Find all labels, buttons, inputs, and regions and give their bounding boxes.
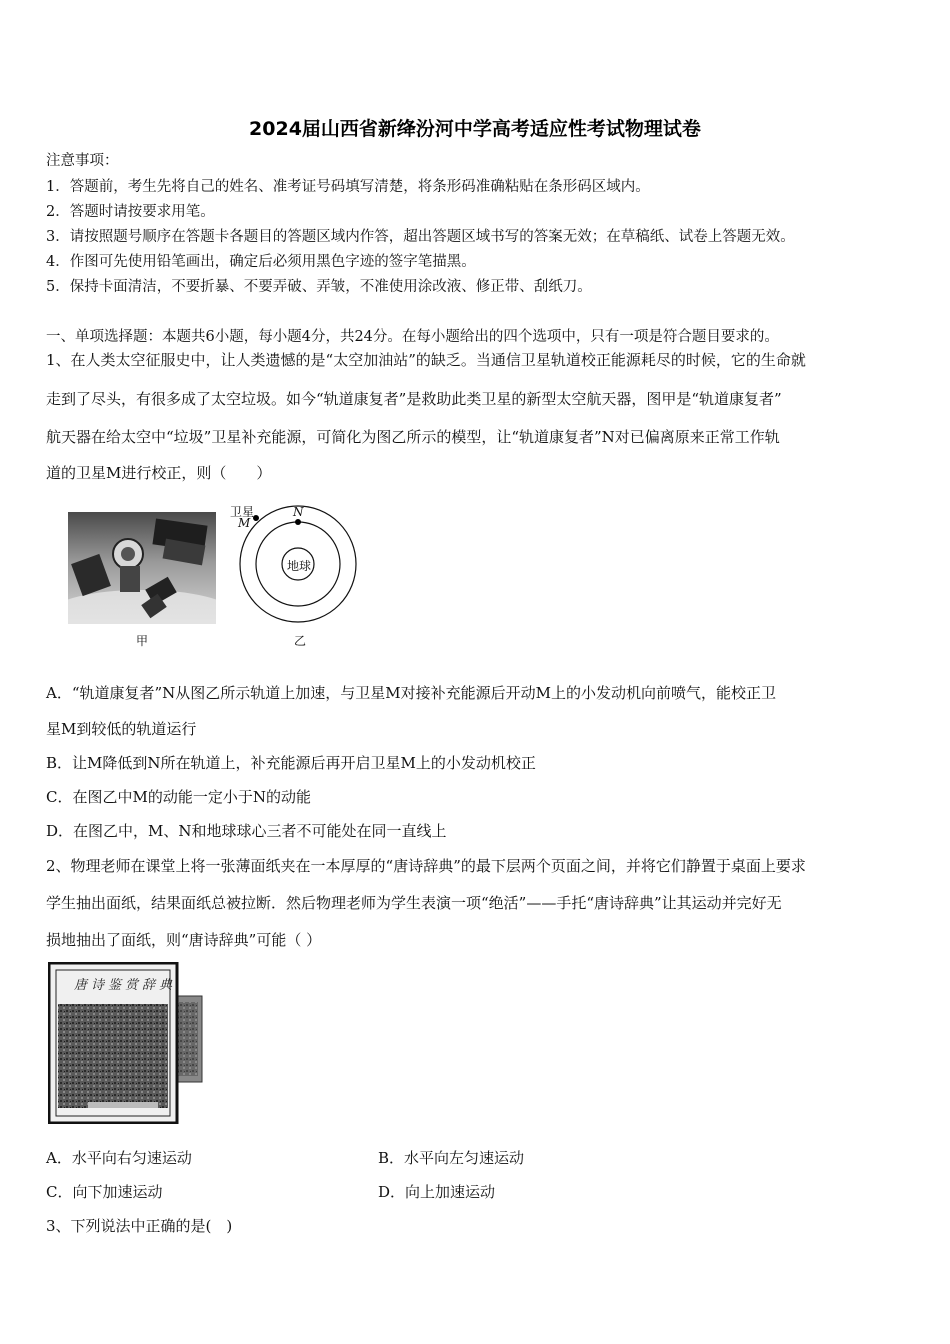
book-cover-title: 唐诗鉴赏辞典 [74, 978, 177, 993]
notice-item: 3．请按照题号顺序在答题卡各题目的答题区域内作答，超出答题区域书写的答案无效；在草稿纸、试卷上答题无效。 [46, 229, 795, 245]
satellite-n-dot [295, 519, 301, 525]
question-2-option-d: D．向上加速运动 [378, 1183, 496, 1201]
figure-label-yi: 乙 [294, 634, 307, 648]
earth-label: 地球 [287, 559, 312, 573]
question-3-stem: 3、下列说法中正确的是( ) [46, 1217, 233, 1235]
question-1-line: 道的卫星M进行校正，则（ ） [46, 464, 272, 482]
question-2-line: 2、物理老师在课堂上将一张薄面纸夹在一本厚厚的“唐诗辞典”的最下层两个页面之间，并将它们静置于桌面上要求 [46, 857, 806, 875]
question-2-option-b: B．水平向左匀速运动 [378, 1149, 525, 1167]
notice-heading: 注意事项： [46, 153, 119, 169]
question-1-option: 星M到较低的轨道运行 [46, 720, 197, 738]
question-1-option: C．在图乙中M的动能一定小于N的动能 [46, 788, 311, 806]
question-2-line: 损地抽出了面纸，则“唐诗辞典”可能（ ） [46, 931, 322, 949]
notice-item: 4．作图可先使用铅笔画出，确定后必须用黑色字迹的签字笔描黑。 [46, 254, 476, 270]
question-1-option: B．让M降低到N所在轨道上，补充能源后再开启卫星M上的小发动机校正 [46, 754, 536, 772]
notice-item: 2．答题时请按要求用笔。 [46, 204, 215, 220]
notice-item: 1．答题前，考生先将自己的姓名、准考证号码填写清楚，将条形码准确粘贴在条形码区域内。 [46, 179, 650, 195]
notice-item: 5．保持卡面清洁，不要折暴、不要弄破、弄皱，不准使用涂改液、修正带、刮纸刀。 [46, 279, 592, 295]
satellite-label: 卫星 [230, 505, 255, 519]
question-1-option: A．“轨道康复者”N从图乙所示轨道上加速，与卫星M对接补充能源后开动M上的小发动机向前喷气，能校正卫 [46, 684, 777, 702]
page-title: 2024届山西省新绛汾河中学高考适应性考试物理试卷 [249, 118, 701, 140]
question-1-line: 1、在人类太空征服史中，让人类遗憾的是“太空加油站”的缺乏。当通信卫星轨道校正能源耗尽的时候，它的生命就 [46, 351, 806, 369]
question-1-line: 走到了尽头，有很多成了太空垃圾。如今“轨道康复者”是救助此类卫星的新型太空航天器，图甲是“轨道康复者” [46, 390, 782, 408]
section-heading: 一、单项选择题：本题共6小题，每小题4分，共24分。在每小题给出的四个选项中，只有一项是符合题目要求的。 [46, 329, 779, 345]
question-1-option: D．在图乙中，M、N和地球球心三者不可能处在同一直线上 [46, 822, 447, 840]
satellite-photo-figure [68, 512, 216, 624]
question-2-option-a: A．水平向右匀速运动 [46, 1149, 192, 1167]
question-2-line: 学生抽出面纸，结果面纸总被拉断．然后物理老师为学生表演一项“绝活”——手托“唐诗辞典”让其运动并完好无 [46, 894, 782, 912]
figure-label-jia: 甲 [136, 634, 149, 648]
n-label: N [293, 505, 304, 519]
question-2-option-c: C．向下加速运动 [46, 1183, 163, 1201]
question-1-line: 航天器在给太空中“垃圾”卫星补充能源，可简化为图乙所示的模型，让“轨道康复者”N对已偏离原来正常工作轨 [46, 428, 780, 446]
m-label: M [238, 516, 251, 530]
